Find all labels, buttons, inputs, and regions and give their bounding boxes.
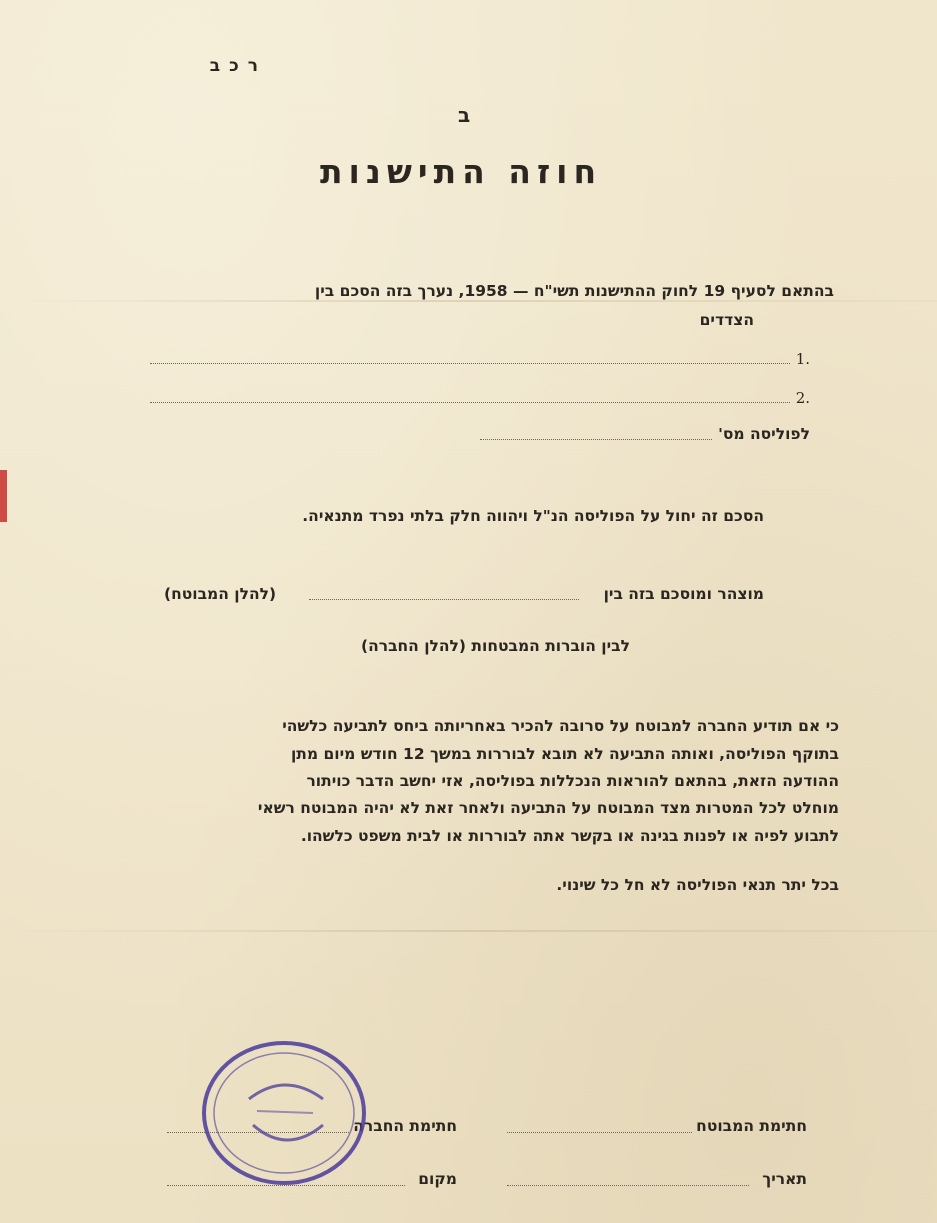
date-label: תאריך xyxy=(762,1170,807,1188)
company-stamp xyxy=(195,1033,373,1193)
body-line: בתוקף הפוליסה, ואותה התביעה לא תובא לבוררות במשך 12 חודש מיום מתן xyxy=(290,745,839,763)
body-line: כי אם תודיע החברה למבוטח על סרובה להכיר באחריותה ביחס לתביעה כלשהי xyxy=(282,717,839,735)
body-line: ההודעה הזאת, בהתאם להוראות הנכללות בפוליסה, אזי יחשב הדבר כויתור xyxy=(306,772,839,790)
insured-suffix: (להלן המבוטח) xyxy=(164,585,277,603)
party-2-field[interactable] xyxy=(150,389,810,409)
document-title: חוזה התישנות xyxy=(320,152,603,191)
dotted-fill-line xyxy=(150,402,790,403)
dotted-fill-line xyxy=(507,1185,749,1186)
dotted-fill-line xyxy=(309,599,579,600)
paper-fold-line xyxy=(0,930,937,932)
paper-fold-line xyxy=(0,300,937,302)
party-1-field[interactable] xyxy=(150,350,810,370)
company-signature-label: חתימת החברה xyxy=(353,1117,457,1135)
body-line: לתבוע לפיה או לפנות בגינה או בקשר אתה לבוררות או לבית משפט כלשהו. xyxy=(300,827,839,845)
dotted-fill-line xyxy=(480,439,712,440)
insured-field[interactable] xyxy=(164,585,764,607)
policy-label: לפוליסה מס' xyxy=(718,425,810,443)
stamp-seal-icon xyxy=(195,1033,373,1193)
insured-signature-label: חתימת המבוטח xyxy=(696,1117,807,1135)
party-number: 2. xyxy=(795,389,810,407)
insured-signature-field[interactable] xyxy=(507,1117,807,1139)
body-line: מוחלט לכל המטרות מצד המבוטח על התביעה ולאחר זאת לא יהיה המבוטח רשאי xyxy=(257,799,839,817)
dotted-fill-line xyxy=(150,363,790,364)
date-field[interactable] xyxy=(507,1170,807,1192)
intro-line-2: הצדדים xyxy=(699,311,754,329)
party-number: 1. xyxy=(795,350,810,368)
form-letter: ב xyxy=(458,103,471,127)
dotted-fill-line xyxy=(507,1132,692,1133)
company-line: לבין הוברות המבטחות (להלן החברה) xyxy=(361,637,630,655)
intro-line-1: בהתאם לסעיף 19 לחוק ההתישנות תשי"ח — 1958, נערך בזה הסכם בין xyxy=(314,282,834,300)
place-label: מקום xyxy=(418,1170,457,1188)
agreement-text: הסכם זה יחול על הפוליסה הנ"ל ויהווה חלק בלתי נפרד מתנאיה. xyxy=(302,507,764,525)
insured-prefix: מוצהר ומוסכם בזה בין xyxy=(603,585,764,603)
final-clause: בכל יתר תנאי הפוליסה לא חל כל שינוי. xyxy=(556,876,839,894)
document-code: רכב xyxy=(209,56,267,76)
red-edge-mark xyxy=(0,470,7,522)
policy-number-field[interactable] xyxy=(480,425,810,447)
